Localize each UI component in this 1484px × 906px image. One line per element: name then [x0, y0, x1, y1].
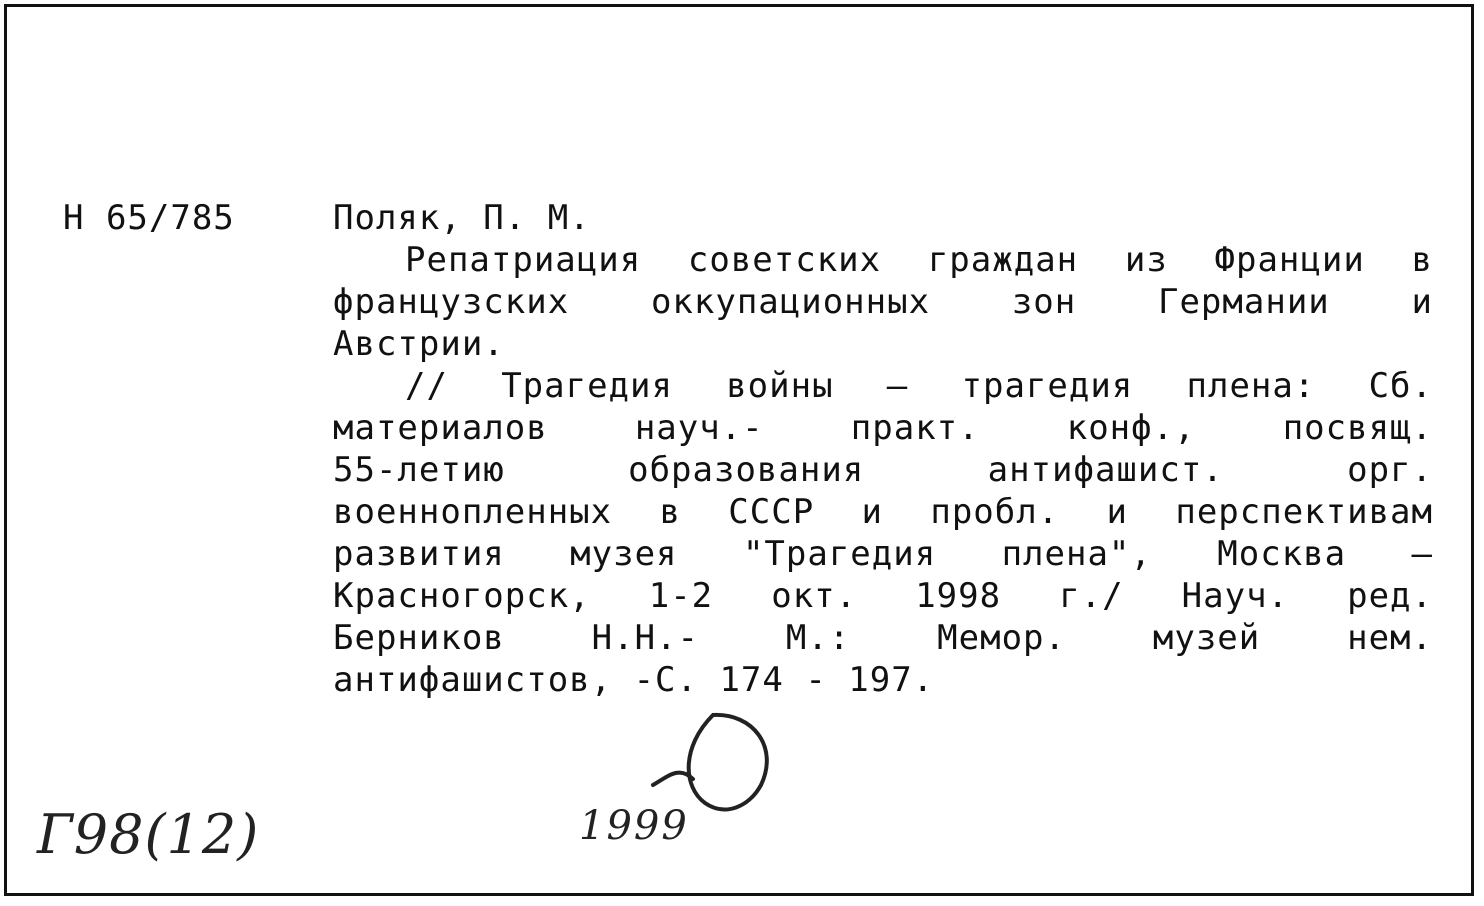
title-line-3: Австрии.	[333, 324, 505, 364]
handwritten-year: 1999	[579, 803, 689, 849]
source-line-4: военнопленных в СССР и пробл. и перспективам	[333, 492, 1433, 532]
author: Поляк, П. М.	[333, 198, 591, 238]
source-line-8: антифашистов, -С. 174 - 197.	[333, 660, 935, 700]
catalog-card	[4, 4, 1474, 896]
source-line-2: материалов науч.- практ. конф., посвящ.	[333, 408, 1433, 448]
title-line-2: французских оккупационных зон Германии и	[333, 282, 1433, 322]
card-body	[333, 197, 1433, 701]
source-line-1: // Трагедия войны – трагедия плена: Сб.	[405, 366, 1433, 406]
source-line-5: развития музея "Трагедия плена", Москва –	[333, 534, 1433, 574]
source-line-3: 55-летию образования антифашист. орг.	[333, 450, 1433, 490]
source-line-6: Красногорск, 1-2 окт. 1998 г./ Науч. ред.	[333, 576, 1433, 616]
source-line-7: Берников Н.Н.- М.: Мемор. музей нем.	[333, 618, 1433, 658]
call-number: Н 65/785	[63, 198, 235, 238]
title-line-1: Репатриация советских граждан из Франции в	[405, 240, 1433, 280]
handwritten-shelf-mark: Г98(12)	[37, 803, 260, 866]
